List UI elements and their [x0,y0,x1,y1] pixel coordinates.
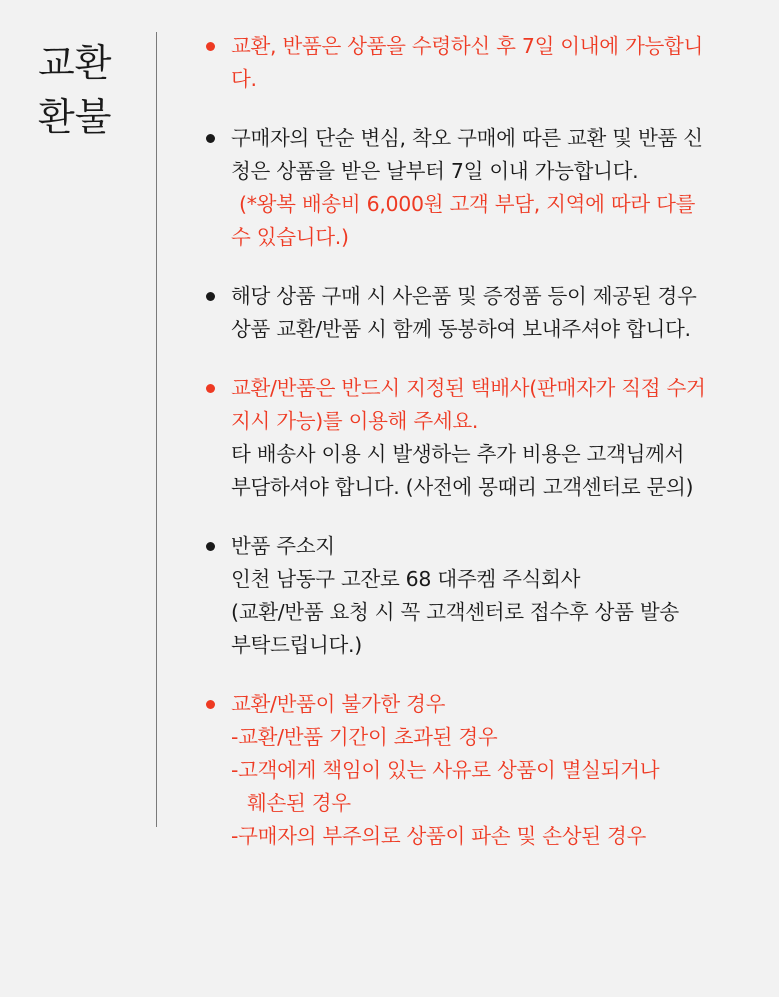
policy-text-line: 타 배송사 이용 시 발생하는 추가 비용은 고객님께서 [231,442,685,466]
policy-text-line: 훼손된 경우 [247,791,351,815]
bullet-icon [206,542,215,551]
policy-text-line: 교환/반품은 반드시 지정된 택배사(판매자가 직접 수거 [231,376,706,400]
policy-text-line: (교환/반품 요청 시 꼭 고객센터로 접수후 상품 발송 [231,600,679,624]
policy-text-line: 다. [231,67,257,91]
return-address: 인천 남동구 고잔로 68 대주켐 주식회사 [231,567,581,591]
shipping-fee-note: (*왕복 배송비 6,000원 고객 부담, 지역에 따라 다를 [239,192,696,216]
policy-item-non-returnable [206,688,766,853]
section-title-line-1: 교환 [38,41,112,85]
policy-text-line: 지시 가능)를 이용해 주세요. [231,409,479,433]
policy-text-line: 청은 상품을 받은 날부터 7일 이내 가능합니다. [231,159,639,183]
policy-item-exchange-period [206,30,766,96]
bullet-icon [206,700,215,709]
bullet-icon [206,134,215,143]
return-address-heading: 반품 주소지 [231,534,335,558]
policy-item-return-address [206,530,766,662]
shipping-fee-note: 수 있습니다.) [231,225,349,249]
policy-text-line: 교환, 반품은 상품을 수령하신 후 7일 이내에 가능합니 [231,34,704,58]
policy-text-line: -고객에게 책임이 있는 사유로 상품이 멸실되거나 [231,758,660,782]
policy-text-line: -교환/반품 기간이 초과된 경우 [231,725,498,749]
policy-item-change-of-mind [206,122,766,254]
policy-text-line: 상품 교환/반품 시 함께 동봉하여 보내주셔야 합니다. [231,317,691,341]
policy-text-line: 부담하셔야 합니다. (사전에 몽때리 고객센터로 문의) [231,475,694,499]
policy-item-gift-return [206,280,766,346]
section-title [38,36,148,144]
policy-list [206,30,766,879]
policy-text-line: 해당 상품 구매 시 사은품 및 증정품 등이 제공된 경우 [231,284,697,308]
bullet-icon [206,384,215,393]
policy-text-line: 교환/반품이 불가한 경우 [231,692,446,716]
section-title-line-2: 환불 [38,95,112,139]
policy-text-line: 구매자의 단순 변심, 착오 구매에 따른 교환 및 반품 신 [231,126,703,150]
bullet-icon [206,292,215,301]
vertical-divider [156,32,157,827]
bullet-icon [206,42,215,51]
policy-item-courier [206,372,766,504]
policy-text-line: -구매자의 부주의로 상품이 파손 및 손상된 경우 [231,824,646,848]
policy-text-line: 부탁드립니다.) [231,633,362,657]
